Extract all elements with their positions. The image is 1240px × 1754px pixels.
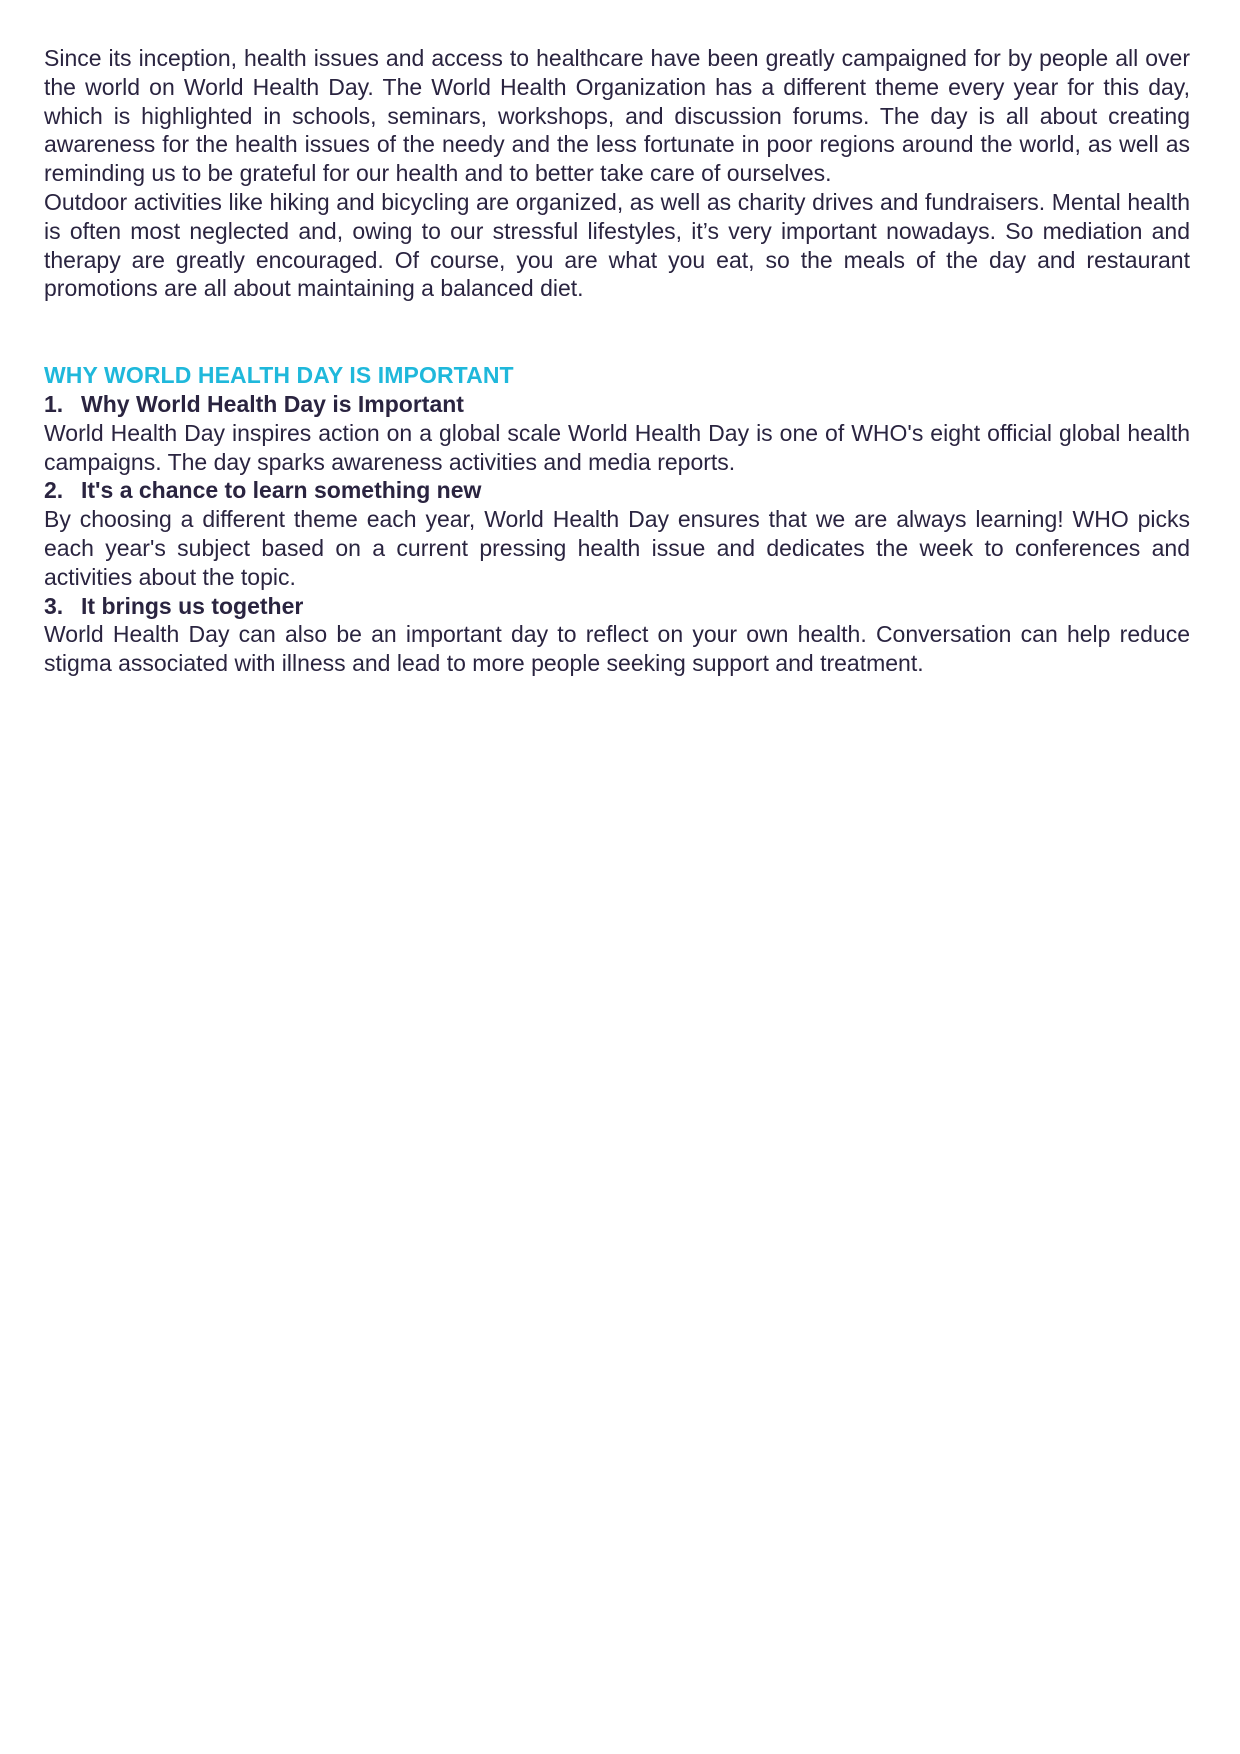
item-body: World Health Day inspires action on a global scale World Health Day is one of WHO's eight official global health campaigns. The day sparks awareness activities and media reports. — [44, 419, 1190, 475]
section-spacer — [44, 303, 1190, 361]
item-title-text: Why World Health Day is Important — [81, 390, 464, 417]
intro-paragraph-2: Outdoor activities like hiking and bicycling are organized, as well as charity drives and fundraisers. Mental health is often most neglected and, owing to our stressful lifestyles, it’s very important nowadays. So mediation and therapy are greatly encouraged. Of course, you are what you eat, so the meals of the day and restaurant promotions are all about maintaining a balanced diet. — [44, 188, 1190, 302]
section-heading: WHY WORLD HEALTH DAY IS IMPORTANT — [44, 362, 514, 389]
list-item — [44, 476, 1190, 591]
list-item — [44, 592, 1190, 678]
list-item — [44, 390, 1190, 476]
intro-paragraph-1: Since its inception, health issues and access to healthcare have been greatly campaigned for by people all over the world on World Health Day. The World Health Organization has a different theme every year for this day, which is highlighted in schools, seminars, workshops, and discussion forums. The day is all about creating awareness for the health issues of the needy and the less fortunate in poor regions around the world, as well as reminding us to be grateful for our health and to better take care of ourselves. — [44, 45, 1190, 187]
item-title — [44, 476, 1190, 505]
item-number: 1. — [44, 390, 64, 417]
document-page — [44, 44, 1190, 678]
item-title-text: It's a chance to learn something new — [81, 477, 482, 504]
item-body: World Health Day can also be an important day to reflect on your own health. Conversation can help reduce stigma associated with illness and lead to more people seeking support and treatment. — [44, 621, 1190, 677]
item-title-text: It brings us together — [81, 592, 304, 619]
item-title — [44, 390, 1190, 419]
item-title — [44, 592, 1190, 621]
item-number: 2. — [44, 477, 64, 504]
item-body: By choosing a different theme each year, World Health Day ensures that we are always learning! WHO picks each year's subject based on a current pressing health issue and dedicates the week to conferences and activities about the topic. — [44, 506, 1190, 590]
item-number: 3. — [44, 592, 64, 619]
